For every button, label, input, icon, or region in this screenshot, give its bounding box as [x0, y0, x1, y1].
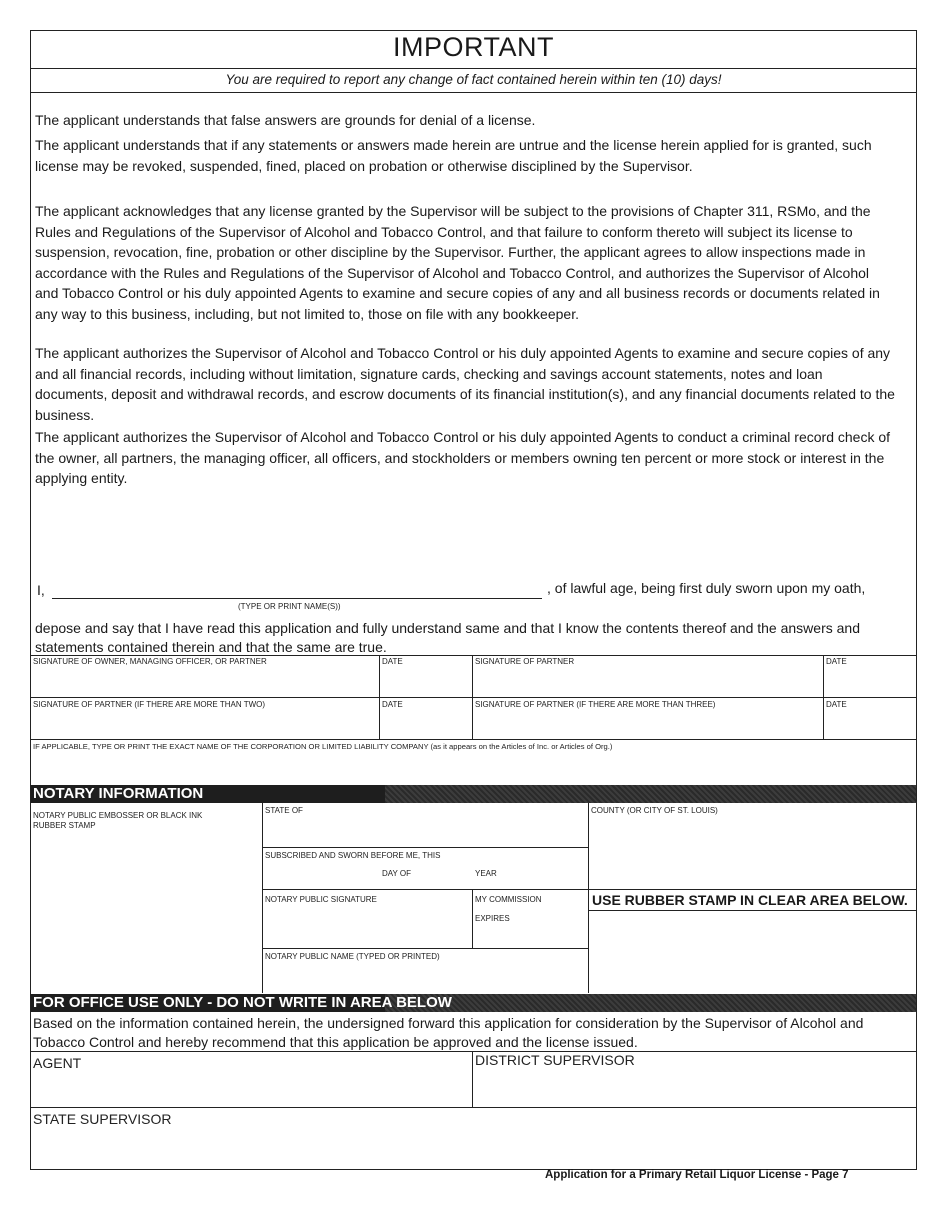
paragraph-criminal-check: The applicant authorizes the Supervisor of Alcohol and Tobacco Control or his duly appointed Agents to conduct a criminal record check of the owner, all partners, the managing officer, all officers, and stockholders or members owning ten percent or more stock or interest in the applying entity. [35, 429, 891, 486]
notary-state-field[interactable]: STATE OF [265, 806, 303, 815]
notary-commission-label: MY COMMISSION [475, 895, 542, 904]
notary-day-of-field[interactable]: DAY OF [382, 869, 412, 878]
oath-name-field[interactable] [52, 583, 542, 599]
signature-table-top [30, 655, 917, 656]
partner-signature-field[interactable]: SIGNATURE OF PARTNER [475, 657, 575, 666]
title-divider [30, 68, 917, 69]
office-col-divider [472, 1051, 473, 1107]
subtitle-divider [30, 92, 917, 93]
paragraph-untrue-statements: The applicant understands that if any statements or answers made herein are untrue and the license herein applied for is granted, such license may be revoked, suspended, fined, placed on probation or otherwise disciplined by the Supervisor. [35, 137, 872, 174]
agent-field[interactable]: AGENT [33, 1055, 82, 1071]
rubber-stamp-instruction: USE RUBBER STAMP IN CLEAR AREA BELOW. [592, 892, 908, 908]
notary-section-title: NOTARY INFORMATION [33, 785, 204, 802]
notary-county-field[interactable]: COUNTY (OR CITY OF ST. LOUIS) [591, 806, 718, 815]
partner-two-date-field[interactable]: DATE [382, 700, 403, 709]
notary-commission-divider [472, 889, 473, 948]
notary-row-divider-3 [262, 948, 588, 949]
owner-signature-field[interactable]: SIGNATURE OF OWNER, MANAGING OFFICER, OR PARTNER [33, 657, 267, 666]
partner-three-signature-field[interactable]: SIGNATURE OF PARTNER (IF THERE ARE MORE THAN THREE) [475, 700, 716, 709]
office-row-divider-1 [30, 1051, 917, 1052]
notary-row-divider-1 [262, 847, 588, 848]
signature-col-divider-1 [379, 655, 380, 739]
notary-subscribed-label: SUBSCRIBED AND SWORN BEFORE ME, THIS [265, 851, 441, 860]
corporation-name-field[interactable]: IF APPLICABLE, TYPE OR PRINT THE EXACT NAME OF THE CORPORATION OR LIMITED LIABILITY COMPANY (as it appears on the Articles of Inc. or Articles of Org.) [33, 742, 613, 751]
oath-name-hint: (TYPE OR PRINT NAME(S)) [238, 602, 341, 611]
notary-name-field[interactable]: NOTARY PUBLIC NAME (TYPED OR PRINTED) [265, 952, 440, 961]
office-section-header [31, 994, 916, 1012]
owner-date-field[interactable]: DATE [382, 657, 403, 666]
paragraph-financial-records: The applicant authorizes the Supervisor of Alcohol and Tobacco Control or his duly appointed Agents to examine and secure copies of any and all financial records, including without limitation, signature cards, checking and savings account statements, notes and loan documents, deposit and withdrawal records, and escrow documents of its financial institution(s), and any financial documents related to the business. [35, 345, 895, 423]
notary-signature-field[interactable]: NOTARY PUBLIC SIGNATURE [265, 895, 377, 904]
notary-embosser-area: NOTARY PUBLIC EMBOSSER OR BLACK INK RUBBER STAMP [33, 811, 203, 830]
oath-prefix: I, [37, 582, 45, 598]
page-subtitle: You are required to report any change of fact contained herein within ten (10) days! [225, 72, 722, 87]
office-row-divider-2 [30, 1107, 917, 1108]
office-section-title: FOR OFFICE USE ONLY - DO NOT WRITE IN AREA BELOW [33, 994, 452, 1011]
page-footer: Application for a Primary Retail Liquor License - Page 7 [545, 1169, 849, 1181]
office-header-shading [385, 994, 916, 1012]
signature-table-bottom [30, 739, 917, 740]
rubber-stamp-area[interactable] [589, 911, 916, 993]
paragraph-false-answers: The applicant understands that false answers are grounds for denial of a license. [35, 112, 536, 128]
office-statement: Based on the information contained herein, the undersigned forward this application for consideration by the Supervisor of Alcohol and Tobacco Control and hereby recommend that this application be approved and the license issued. [33, 1015, 864, 1050]
notary-year-field[interactable]: YEAR [475, 869, 497, 878]
notary-col-divider-1 [262, 803, 263, 993]
notary-row-divider-2 [262, 889, 917, 890]
signature-col-divider-3 [823, 655, 824, 739]
oath-suffix: , of lawful age, being first duly sworn upon my oath, [547, 580, 866, 596]
notary-section-header [31, 785, 916, 803]
notary-expires-field[interactable]: EXPIRES [475, 914, 510, 923]
page-title: IMPORTANT [392, 32, 554, 62]
partner-three-date-field[interactable]: DATE [826, 700, 847, 709]
paragraph-acknowledgement: The applicant acknowledges that any license granted by the Supervisor will be subject to the provisions of Chapter 311, RSMo, and the Rules and Regulations of the Supervisor of Alcohol and Tobacco Control, and that failure to conform thereto will subject its license to suspension, revocation, fine, probation or other discipline by the Supervisor. Further, the applicant agrees to allow inspections made in accordance with the Rules and Regulations of the Supervisor of Alcohol and Tobacco Control, and authorizes the Supervisor of Alcohol and Tobacco Control or his duly appointed Agents to examine and secure copies of any and all business records or documents related in any way to this business, including, but not limited to, those on file with any bookkeeper. [35, 203, 880, 322]
district-supervisor-field[interactable]: DISTRICT SUPERVISOR [475, 1052, 635, 1068]
signature-col-divider-2 [472, 655, 473, 739]
state-supervisor-field[interactable]: STATE SUPERVISOR [33, 1111, 172, 1127]
partner-two-signature-field[interactable]: SIGNATURE OF PARTNER (IF THERE ARE MORE THAN TWO) [33, 700, 266, 709]
signature-row-divider [30, 697, 917, 698]
notary-header-shading [385, 785, 916, 803]
oath-statement: depose and say that I have read this application and fully understand same and that I know the contents thereof and the answers and statements contained therein and that the same are true. [35, 620, 860, 655]
partner-date-field[interactable]: DATE [826, 657, 847, 666]
